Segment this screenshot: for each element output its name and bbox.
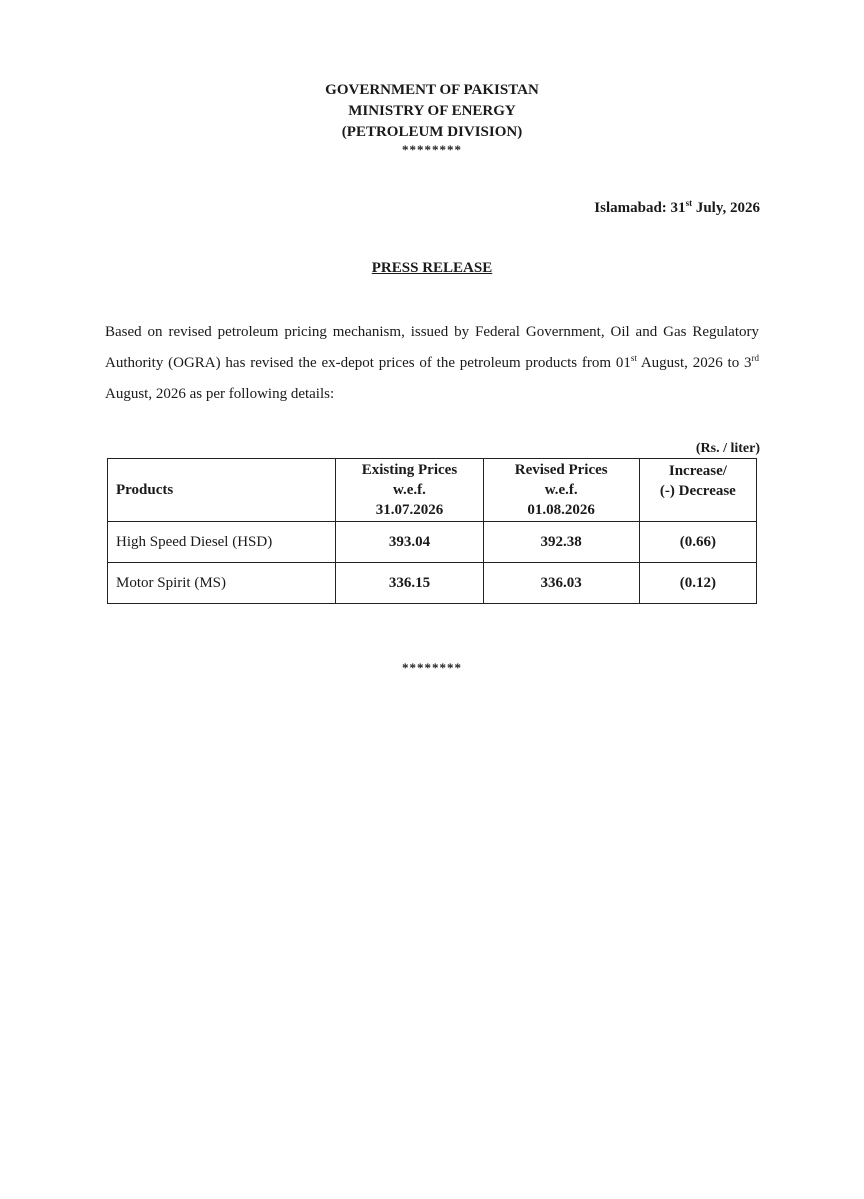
header-separator: ********	[402, 142, 462, 157]
header-change-line1: Increase/	[668, 463, 727, 479]
header-existing-line2: w.e.f.	[392, 482, 426, 498]
page-title: PRESS RELEASE	[371, 260, 493, 276]
header-existing-line3: 31.07.2026	[375, 502, 444, 518]
dateline-date: July, 2026	[692, 200, 760, 216]
row-change: (0.66)	[639, 522, 756, 563]
header-existing-prices	[336, 459, 483, 522]
body-text-part2: August, 2026 to 3	[636, 355, 752, 371]
body-text-part1: Based on revised petroleum pricing mechanism, issued by Federal Government, Oil and Gas Regulatory Authority (OGRA) has revised the ex-depot prices of the petroleum products from 01	[105, 324, 759, 371]
row-product: High Speed Diesel (HSD)	[108, 522, 336, 563]
header-change	[639, 459, 756, 522]
document-header	[0, 80, 864, 157]
row-revised-price: 392.38	[483, 522, 639, 563]
header-division: (PETROLEUM DIVISION)	[341, 124, 523, 140]
row-product: Motor Spirit (MS)	[108, 563, 336, 604]
prices-table	[107, 458, 757, 604]
row-revised-price: 336.03	[483, 563, 639, 604]
header-revised-line2: w.e.f.	[544, 482, 578, 498]
body-sup1: st	[630, 353, 637, 363]
end-separator: ********	[402, 660, 462, 675]
header-existing-line1: Existing Prices	[361, 462, 458, 478]
row-existing-price: 336.15	[336, 563, 483, 604]
row-change: (0.12)	[639, 563, 756, 604]
dateline-place: Islamabad: 31	[594, 200, 686, 216]
body-sup2: rd	[751, 353, 759, 363]
dateline	[594, 200, 760, 217]
header-revised-line1: Revised Prices	[514, 462, 608, 478]
table-row	[108, 563, 757, 604]
header-products: Products	[108, 459, 336, 522]
unit-label: (Rs. / liter)	[695, 441, 760, 456]
table-row	[108, 522, 757, 563]
table-header-row	[108, 459, 757, 522]
header-government: GOVERNMENT OF PAKISTAN	[325, 82, 539, 98]
header-revised-line3: 01.08.2026	[527, 502, 595, 518]
body-paragraph	[105, 317, 759, 410]
row-existing-price: 393.04	[336, 522, 483, 563]
header-change-line2: (-) Decrease	[659, 483, 736, 499]
header-ministry: MINISTRY OF ENERGY	[348, 103, 516, 119]
dateline-suffix: st	[685, 198, 693, 208]
body-text-part3: August, 2026 as per following details:	[105, 386, 335, 402]
header-revised-prices	[483, 459, 639, 522]
